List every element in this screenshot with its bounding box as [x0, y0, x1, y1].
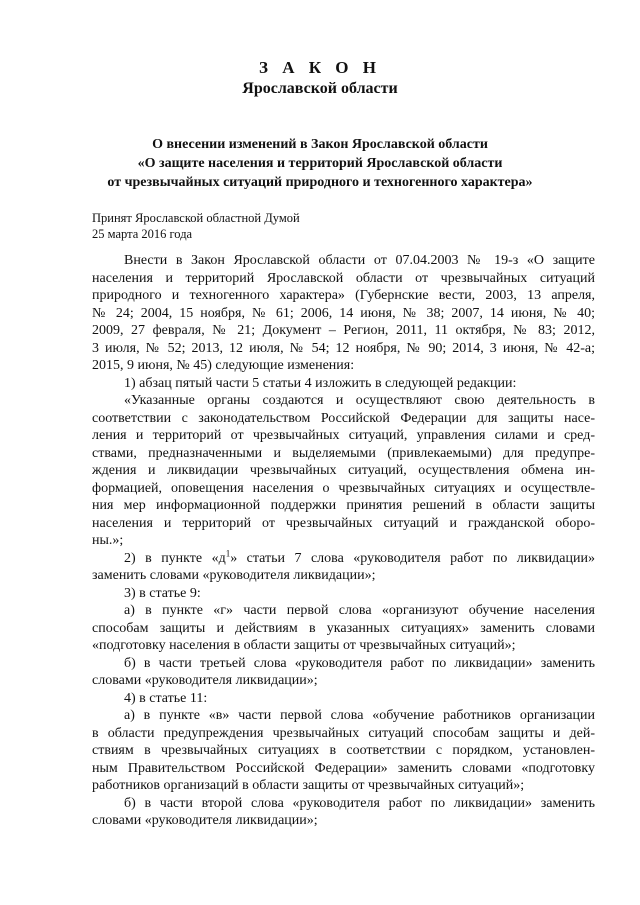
paragraph-line: б) в части второй слова «руководителя работ по ликвидации» заменить: [124, 795, 595, 811]
body-paragraph: [92, 585, 595, 603]
body-paragraph: [92, 547, 595, 585]
paragraph-line: ления и территорий от чрезвычайных ситуаций, управления силами и сред-: [92, 428, 595, 443]
paragraph-line: населения и территорий Ярославской области от чрезвычайных ситуаций: [92, 270, 595, 286]
law-body: [92, 252, 595, 830]
paragraph-line: формацией, оповещения населения о чрезвычайных ситуациях и осуществле-: [92, 480, 595, 496]
paragraph-line: № 24; 2004, 15 ноября, № 61; 2006, 14 июня, № 38; 2007, 14 июня, № 40;: [92, 305, 595, 321]
subject-line: «О защите населения и территорий Ярославской области: [137, 156, 503, 171]
paragraph-line: а) в пункте «г» части первой слова «организуют обучение населения: [124, 603, 595, 618]
paragraph-line: 2009, 27 февраля, № 21; Документ – Регион, 2011, 11 октября, № 83; 2012,: [92, 323, 595, 338]
law-title: З А К О Н: [258, 58, 382, 77]
paragraph-line: ным Правительством Российской Федерации» заменить словами «подготовку: [92, 760, 595, 776]
paragraph-line: населения и территорий от чрезвычайных ситуаций и гражданской оборо-: [92, 515, 595, 531]
body-paragraph: [92, 795, 595, 830]
paragraph-line: природного и техногенного характера» (Губернские вести, 2003, 13 апреля,: [92, 288, 595, 303]
paragraph-line: в области предупреждения чрезвычайных ситуаций способам защиты и дей-: [92, 725, 595, 741]
body-paragraph: [92, 375, 595, 393]
paragraph-line: заменить словами «руководителя ликвидации»;: [92, 568, 376, 583]
law-subject: [0, 135, 640, 192]
body-paragraph: [92, 392, 595, 550]
adoption-body: Принят Ярославской областной Думой: [92, 211, 300, 225]
paragraph-line: ны.»;: [92, 533, 124, 548]
paragraph-line: ния мер информационной поддержки принятия решений в области защиты: [92, 498, 595, 513]
subject-line: О внесении изменений в Закон Ярославской области: [152, 137, 488, 152]
body-paragraph: [92, 602, 595, 655]
adoption-note: [92, 210, 300, 242]
paragraph-line: способам защиты и действиям в указанных ситуациях» заменить словами: [92, 620, 595, 636]
body-paragraph: [92, 690, 595, 708]
paragraph-line: «Указанные органы создаются и осуществляют свою деятельность в: [124, 393, 595, 408]
body-paragraph: [92, 707, 595, 795]
paragraph-line: ствами, предназначенными и выделяемыми (привлекаемыми) для предупре-: [92, 445, 595, 461]
paragraph-line: 3 июля, № 52; 2013, 12 июля, № 54; 12 ноября, № 90; 2014, 3 июня, № 42-а;: [92, 340, 595, 356]
paragraph-line: словами «руководителя ликвидации»;: [92, 813, 318, 828]
paragraph-line: словами «руководителя ликвидации»;: [92, 673, 318, 688]
paragraph-line: 4) в статье 11:: [124, 690, 208, 706]
paragraph-line: ждения и ликвидации чрезвычайных ситуаций, осуществления обмена ин-: [92, 463, 595, 478]
paragraph-line: соответствии с законодательством Российской Федерации для защиты насе-: [92, 410, 595, 426]
body-paragraph: [92, 655, 595, 690]
paragraph-line: работников организаций в области защиты от чрезвычайных ситуаций»;: [92, 778, 525, 793]
subject-line: от чрезвычайных ситуаций природного и техногенного характера»: [107, 175, 533, 190]
paragraph-line: ствиям в чрезвычайных ситуациях в соответствии с порядком, установлен-: [92, 743, 595, 758]
body-paragraph: [92, 252, 595, 375]
paragraph-line: 3) в статье 9:: [124, 585, 201, 601]
law-region: Ярославской области: [242, 80, 398, 97]
adoption-date: 25 марта 2016 года: [92, 227, 193, 241]
paragraph-line: а) в пункте «в» части первой слова «обучение работников организации: [124, 708, 595, 723]
paragraph-line: 1) абзац пятый части 5 статьи 4 изложить в следующей редакции:: [124, 375, 517, 391]
paragraph-line: б) в части третьей слова «руководителя работ по ликвидации» заменить: [124, 655, 595, 671]
paragraph-line: 2015, 9 июня, № 45) следующие изменения:: [92, 358, 355, 373]
paragraph-line: «подготовку населения в области защиты от чрезвычайных ситуаций»;: [92, 638, 516, 653]
paragraph-line: 2) в пункте «$д^1$» статьи 7 слова «руководителя работ по ликвидации»: [124, 547, 595, 566]
paragraph-line: Внести в Закон Ярославской области от 07.04.2003 № 19-з «О защите: [124, 253, 595, 268]
